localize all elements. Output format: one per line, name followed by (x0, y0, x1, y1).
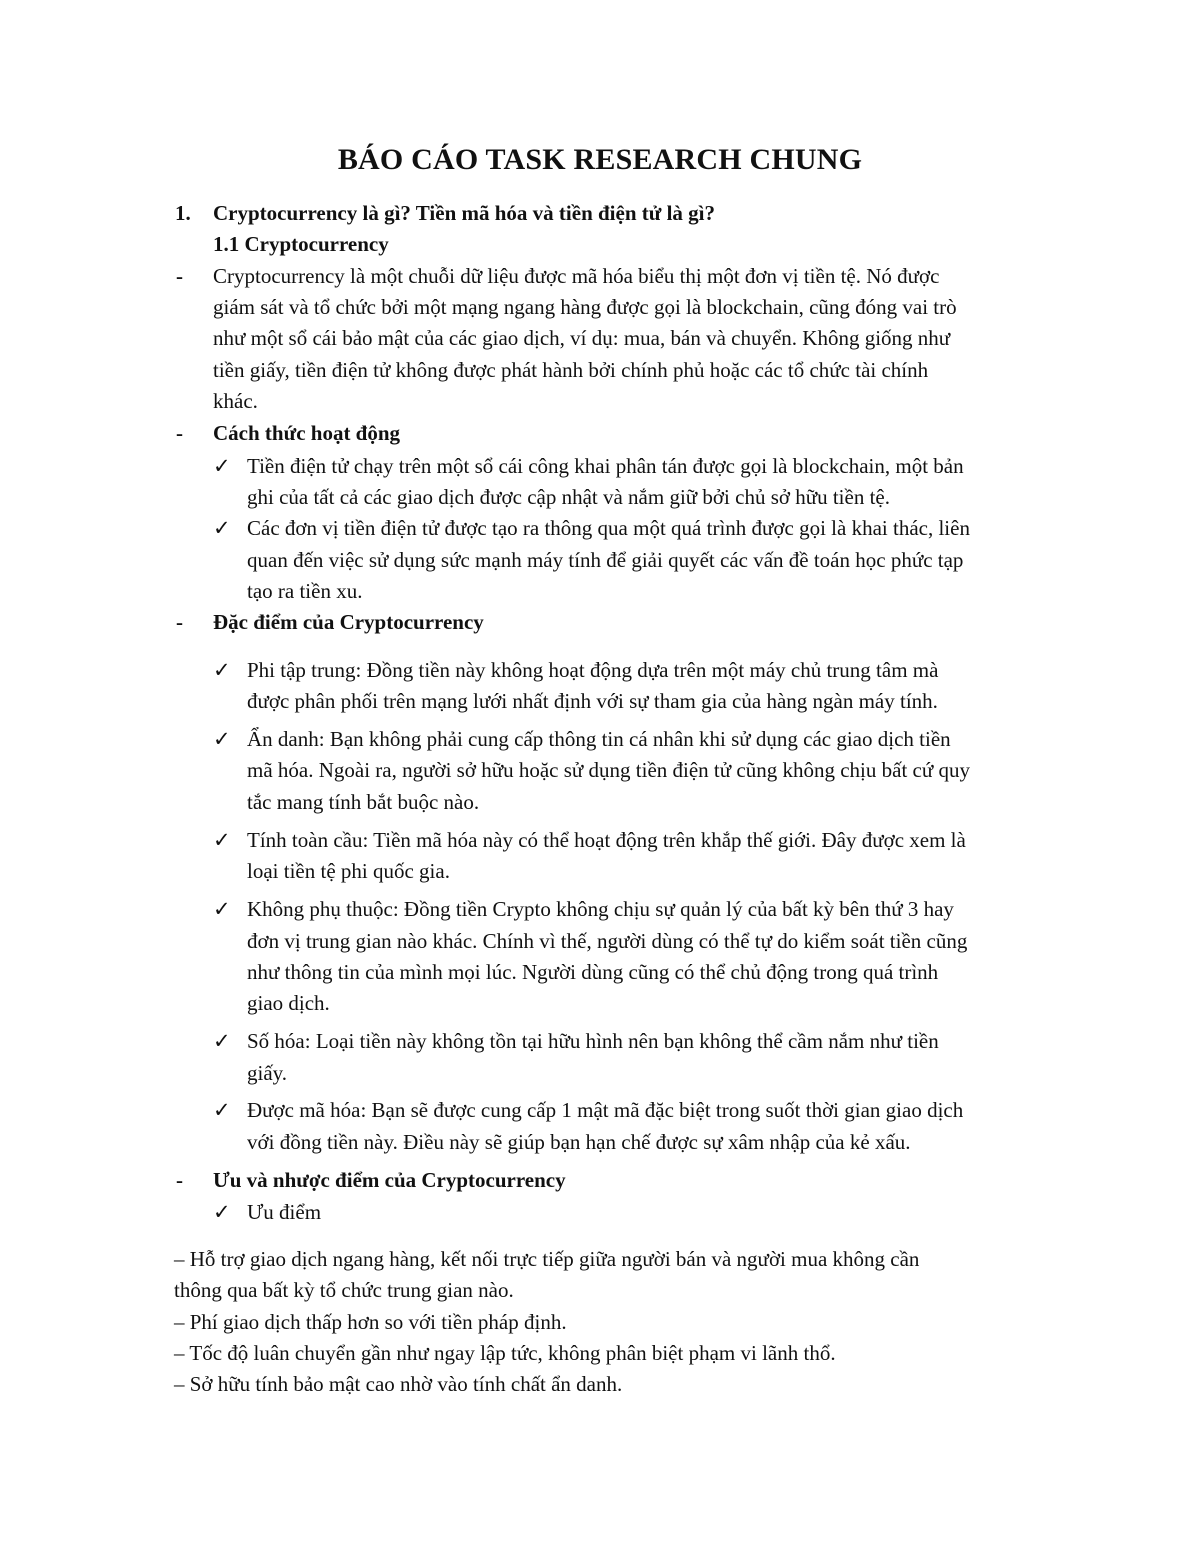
features-heading: Đặc điểm của Cryptocurrency (213, 610, 484, 634)
bullet-marker: - (176, 1168, 183, 1192)
section-number: 1. (175, 201, 191, 225)
checkmark-icon: ✓ (213, 454, 231, 478)
how-it-works-heading: Cách thức hoạt động (213, 421, 401, 445)
feature-line: giao dịch. (247, 991, 330, 1015)
advantage-line: – Phí giao dịch thấp hơn so với tiền pháp định. (174, 1310, 567, 1334)
advantage-line: – Hỗ trợ giao dịch ngang hàng, kết nối trực tiếp giữa người bán và người mua không cần (174, 1247, 920, 1271)
subsection-heading: 1.1 Cryptocurrency (213, 232, 389, 256)
bullet-marker: - (176, 610, 183, 634)
feature-line: giấy. (247, 1061, 288, 1085)
checkmark-icon: ✓ (213, 516, 231, 540)
feature-line: Phi tập trung: Đồng tiền này không hoạt động dựa trên một máy chủ trung tâm mà (247, 658, 939, 682)
advantage-line: thông qua bất kỳ tổ chức trung gian nào. (174, 1278, 514, 1302)
how-item-line: ghi của tất cả các giao dịch được cập nhật và nắm giữ bởi chủ sở hữu tiền tệ. (247, 485, 890, 509)
feature-line: đơn vị trung gian nào khác. Chính vì thế, người dùng có thể tự do kiểm soát tiền cũng (247, 929, 968, 953)
checkmark-icon: ✓ (213, 727, 231, 751)
definition-line: giám sát và tổ chức bởi một mạng ngang hàng được gọi là blockchain, cũng đóng vai trò (213, 295, 957, 319)
definition-line: như một sổ cái bảo mật của các giao dịch, ví dụ: mua, bán và chuyển. Không giống như (213, 326, 951, 350)
feature-line: Tính toàn cầu: Tiền mã hóa này có thể hoạt động trên khắp thế giới. Đây được xem là (247, 828, 966, 852)
feature-line: với đồng tiền này. Điều này sẽ giúp bạn hạn chế được sự xâm nhập của kẻ xấu. (247, 1130, 911, 1154)
definition-line: khác. (213, 389, 258, 413)
pros-cons-heading: Ưu và nhược điểm của Cryptocurrency (213, 1168, 566, 1192)
feature-line: Ẩn danh: Bạn không phải cung cấp thông tin cá nhân khi sử dụng các giao dịch tiền (247, 727, 951, 751)
feature-line: loại tiền tệ phi quốc gia. (247, 859, 450, 883)
checkmark-icon: ✓ (213, 828, 231, 852)
how-item-line: tạo ra tiền xu. (247, 579, 363, 603)
section-heading: Cryptocurrency là gì? Tiền mã hóa và tiền điện tử là gì? (213, 201, 716, 225)
bullet-marker: - (176, 421, 183, 445)
how-item-line: Tiền điện tử chạy trên một sổ cái công khai phân tán được gọi là blockchain, một bản (247, 454, 964, 478)
how-item-line: Các đơn vị tiền điện tử được tạo ra thông qua một quá trình được gọi là khai thác, liên (247, 516, 970, 540)
document-title: BÁO CÁO TASK RESEARCH CHUNG (337, 143, 863, 176)
feature-line: như thông tin của mình mọi lúc. Người dùng cũng có thể chủ động trong quá trình (247, 960, 939, 984)
advantage-line: – Sở hữu tính bảo mật cao nhờ vào tính chất ẩn danh. (174, 1372, 623, 1396)
feature-line: mã hóa. Ngoài ra, người sở hữu hoặc sử dụng tiền điện tử cũng không chịu bất cứ quy (247, 758, 970, 782)
feature-line: được phân phối trên mạng lưới nhất định với sự tham gia của hàng ngàn máy tính. (247, 689, 938, 713)
checkmark-icon: ✓ (213, 1200, 231, 1224)
feature-line: Được mã hóa: Bạn sẽ được cung cấp 1 mật mã đặc biệt trong suốt thời gian giao dịch (247, 1098, 964, 1122)
checkmark-icon: ✓ (213, 1029, 231, 1053)
advantages-label: Ưu điểm (247, 1200, 322, 1224)
how-item-line: quan đến việc sử dụng sức mạnh máy tính để giải quyết các vấn đề toán học phức tạp (247, 548, 964, 572)
advantage-line: – Tốc độ luân chuyển gần như ngay lập tức, không phân biệt phạm vi lãnh thổ. (174, 1341, 836, 1365)
checkmark-icon: ✓ (213, 897, 231, 921)
definition-line: tiền giấy, tiền điện tử không được phát hành bởi chính phủ hoặc các tổ chức tài chính (213, 358, 929, 382)
feature-line: Không phụ thuộc: Đồng tiền Crypto không chịu sự quản lý của bất kỳ bên thứ 3 hay (247, 897, 954, 921)
definition-line: Cryptocurrency là một chuỗi dữ liệu được mã hóa biểu thị một đơn vị tiền tệ. Nó được (213, 264, 940, 288)
checkmark-icon: ✓ (213, 658, 231, 682)
feature-line: tắc mang tính bắt buộc nào. (247, 790, 480, 814)
checkmark-icon: ✓ (213, 1098, 231, 1122)
feature-line: Số hóa: Loại tiền này không tồn tại hữu hình nên bạn không thể cầm nắm như tiền (247, 1029, 939, 1053)
bullet-marker: - (176, 264, 183, 288)
